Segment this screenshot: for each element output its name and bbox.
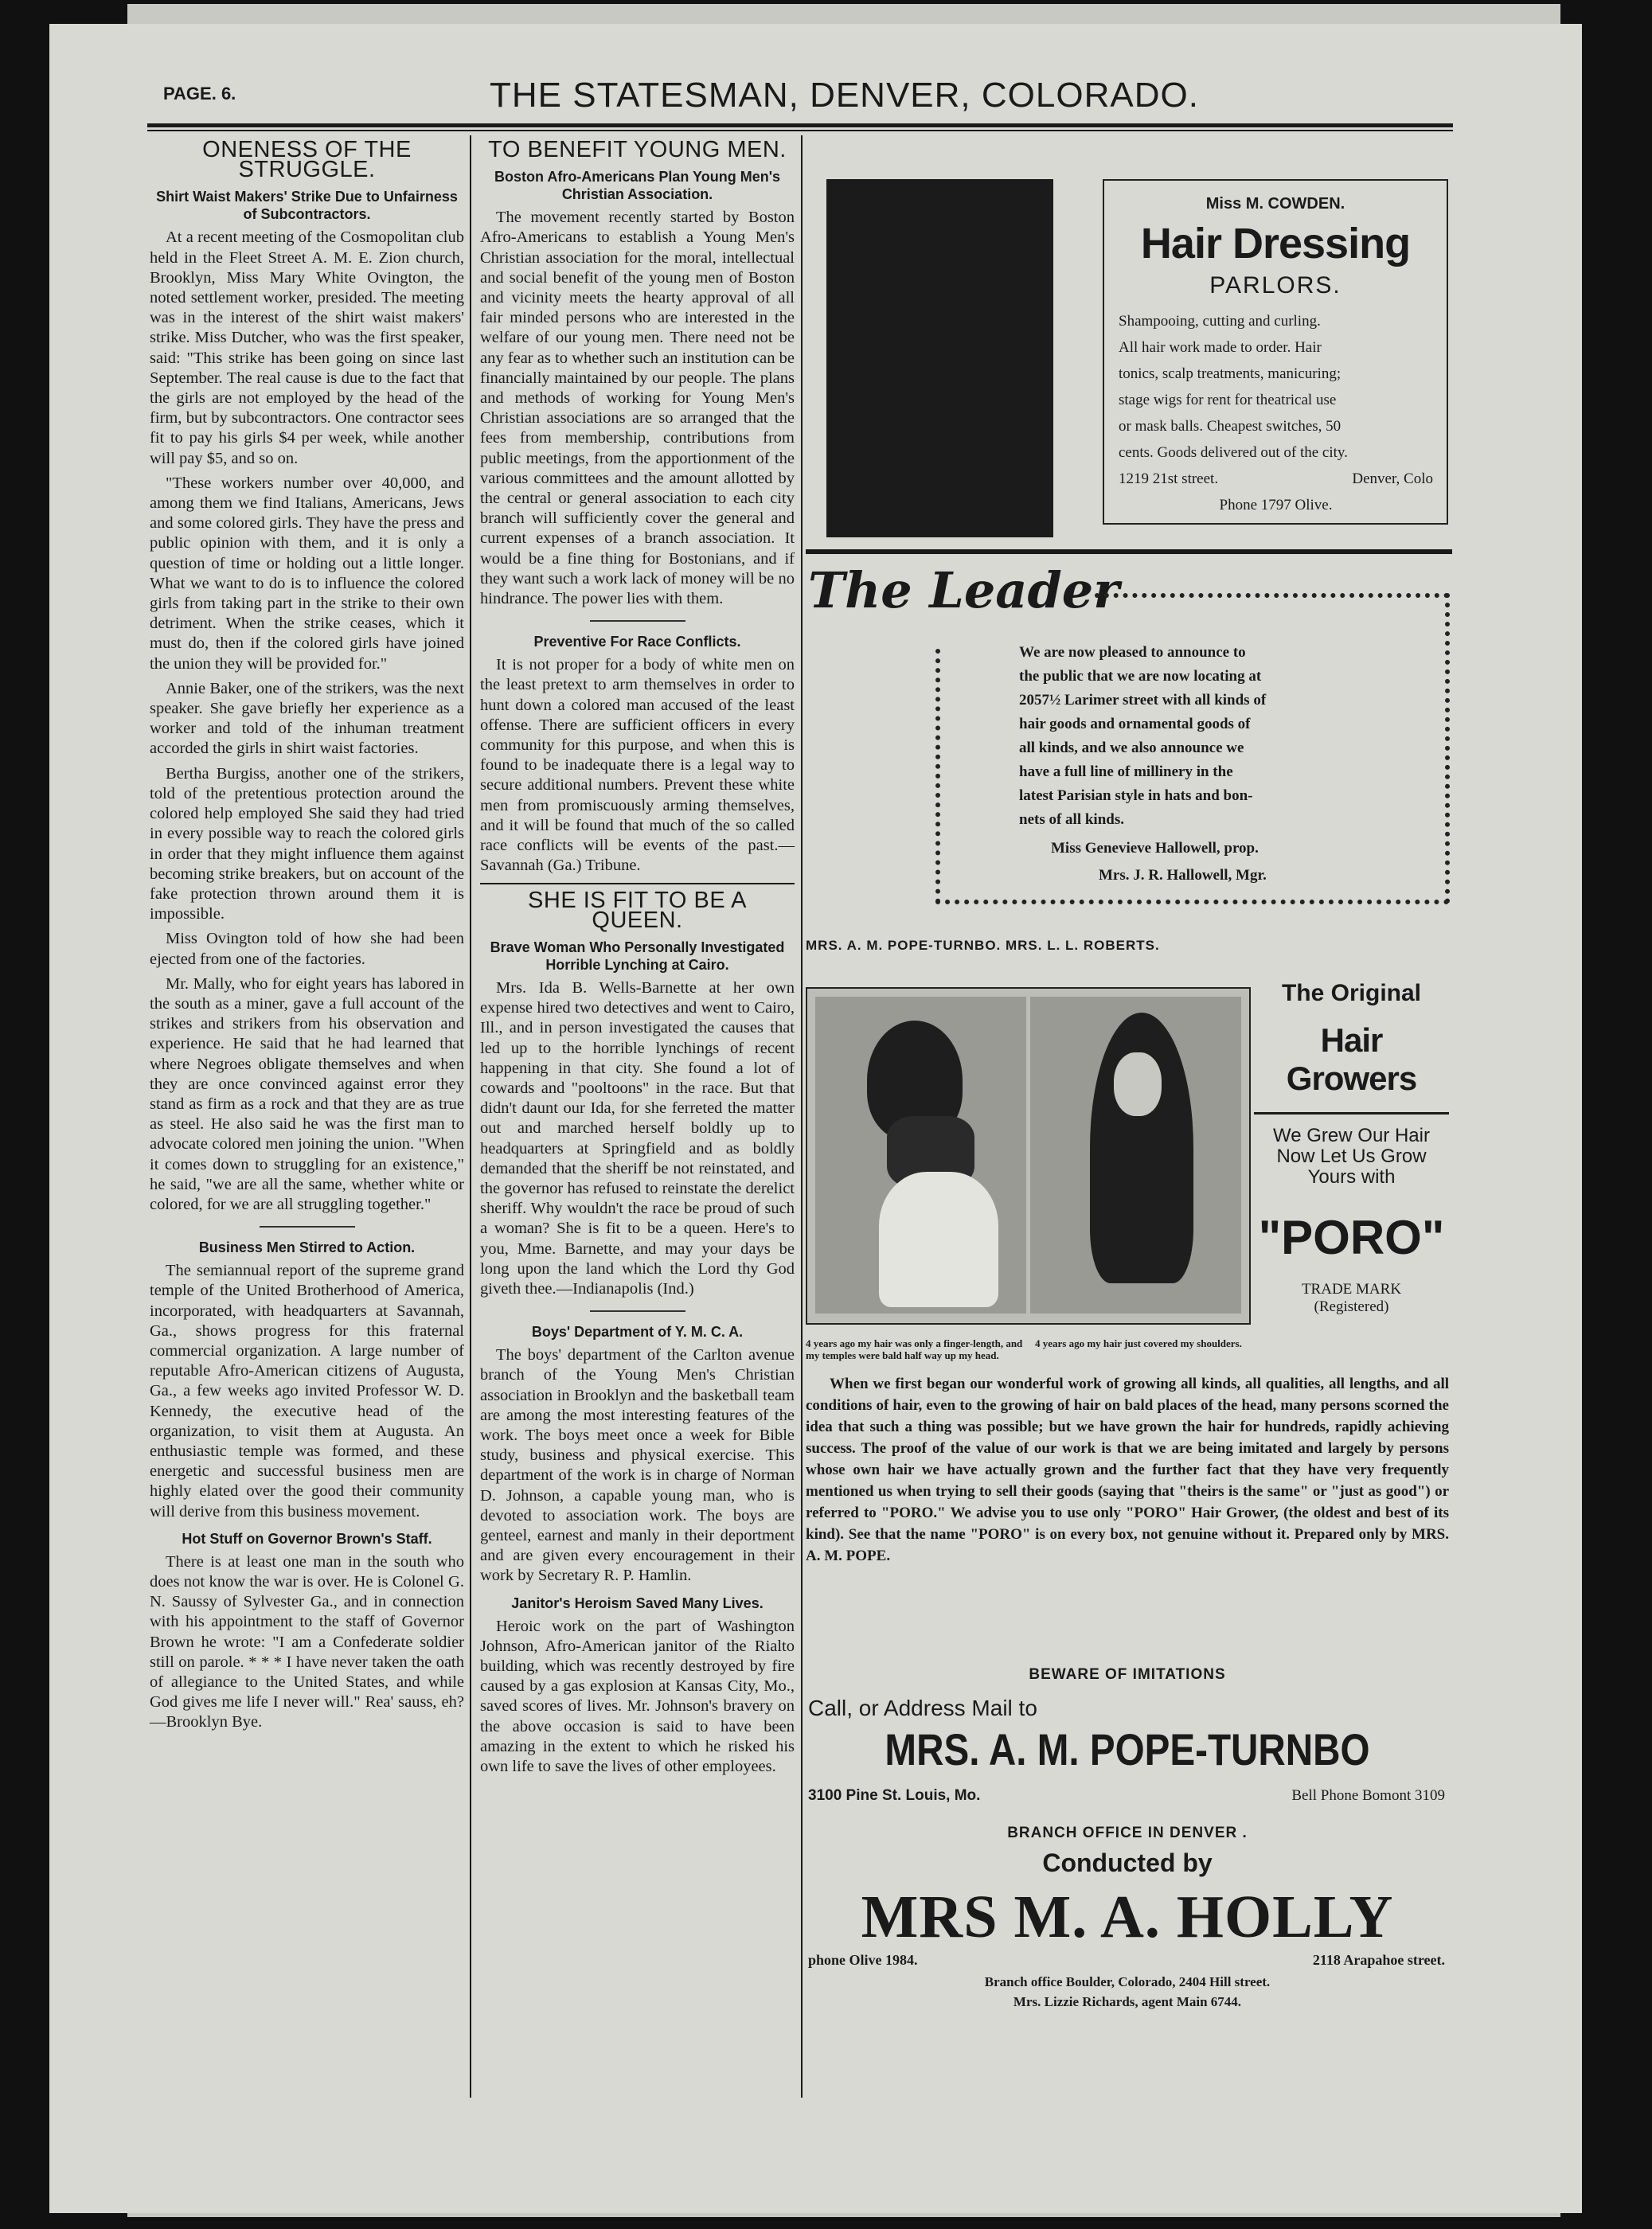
poro-grew-line: Now Let Us Grow	[1276, 1146, 1427, 1167]
poro-phone-row	[808, 1952, 1445, 1969]
cowden-line: tonics, scalp treatments, manicuring;	[1119, 365, 1342, 382]
poro-growers: Hair Growers	[1286, 1021, 1417, 1097]
leader-prop: Miss Genevieve Hallowell, prop.	[1051, 840, 1259, 857]
leader-line: the public that we are now locating at	[1019, 668, 1262, 685]
leader-line: hair goods and ornamental goods of	[1019, 716, 1251, 732]
face	[1114, 1052, 1162, 1116]
headline-benefit: TO BENEFIT YOUNG MEN.	[488, 137, 787, 162]
subhead-boys-dept: Boys' Department of Y. M. C. A.	[531, 1324, 744, 1341]
paragraph: It is not proper for a body of white men on the least pretext to arm themselves in order to hunt down a colored man accused of the least offense. There are sufficient officers in every community for this purpose, and when this is found to be inadequate there is a legal way to secure additional numbers. Prevent these white men from promiscuously arming themselves, and it will be found that much of the so called race conflicts will be events of the past.—Savannah (Ga.) Tribune.	[480, 656, 795, 875]
separator	[590, 1310, 685, 1312]
paragraph: Mr. Mally, who for eight years has labored in the south as a miner, gave a full account of the strikes and strikers from his observation and experience. He said that he had learned that where Negroes obligate themselves and when they are once convinced against error they stand as firm as a rock and that they are as true as steel. He also said he was the first man to advocate colored men joining the union. "When it comes down to struggling for an existence," he said, "we are all the same, whether white or colored, for we are all struggling together."	[150, 974, 464, 1213]
paragraph: There is at least one man in the south who does not know the war is over. He is Colonel G. N. Saussy of Sylvester Ga., and in connection with his appointment to the staff of Governor Brown he wrote: "I am a Confederate soldier still on parole. * * * I have never taken the oath of allegiance to the United States, and while God gives me life I never will." Rea' sauss, eh?—Brooklyn Bye.	[150, 1552, 464, 1731]
poro-grew-line: We Grew Our Hair	[1273, 1125, 1430, 1146]
leader-border-bottom	[935, 900, 1449, 904]
page-number: PAGE. 6.	[163, 84, 236, 103]
cowden-sub: PARLORS.	[1209, 272, 1342, 299]
paragraph: Mrs. Ida B. Wells-Barnette at her own expense hired two detectives and went to Cairo, Ill., and in person investigated the causes that led up to the horrible lynchings of recent happening in that city. She found a lot of cowards and "pooltoons" in the race. But that didn't daunt our Ida, for she ferreted the matter out and marched herself boldly up to headquarters at Springfield and as boldly demanded that the sheriff be not reinstated, and the governor has refused to reinstate the derelict sheriff. Why wouldn't the race be proud of such a woman? She is fit to be a queen. Here's to you, Mme. Barnette, and may your days be long upon the land which the Lord thy God giveth thee.—Indianapolis (Ind.)	[480, 978, 795, 1298]
headline-oneness: ONENESS OF THE STRUGGLE.	[202, 137, 412, 183]
paragraph: The semiannual report of the supreme grand temple of the United Brotherhood of America, incorporated, with headquarters at Savannah, Ga., shows progress for this fraternal commercial organization. A large number of reputable Afro-American citizens of Augusta, Ga., a few weeks ago invited Professor W. D. Kennedy, the executive head of the organization, to visit them at Augusta. An enthusiastic temple was formed, and these energetic and successful business men are highly elated over the good their community will derive from this business movement.	[150, 1262, 464, 1520]
subhead-hot-stuff: Hot Stuff on Governor Brown's Staff.	[182, 1530, 432, 1547]
column-rule-2	[801, 135, 803, 2098]
leader-border-right	[1445, 593, 1450, 904]
leader-border-top	[1095, 593, 1449, 598]
leader-line: We are now pleased to announce to	[1019, 644, 1246, 661]
separator	[590, 620, 685, 622]
column-rule-1	[470, 135, 471, 2098]
leader-border-left	[935, 649, 940, 904]
cowden-line: or mask balls. Cheapest switches, 50	[1119, 418, 1342, 435]
header-rule	[147, 123, 1453, 127]
poro-trademark: TRADE MARK	[1301, 1281, 1402, 1298]
column-1	[150, 135, 464, 1738]
caption-1: 4 years ago my hair was only a finger-length, and my temples were bald half way up my head.	[806, 1337, 1023, 1361]
cowden-line: Shampooing, cutting and curling.	[1119, 313, 1321, 330]
paragraph: Bertha Burgiss, another one of the strikers, told of the pretentious protection around the colored help employed She said they had tried in every possible way to reach the colored girls in order that they might influence them against becoming strike breakers, but on account of the fake protection thrown around them it is impossible.	[150, 764, 464, 923]
leader-line: all kinds, and we also announce we	[1019, 740, 1244, 756]
poro-boulder: Branch office Boulder, Colorado, 2404 Hill street.	[984, 1974, 1271, 1989]
separator	[480, 883, 795, 884]
poro-phone: phone Olive 1984.	[808, 1952, 918, 1968]
paragraph: "These workers number over 40,000, and among them we find Italians, Americans, Jews and some colored girls. They have the press and public opinion with them, and it is only a question of time or holding out a little longer. What we want to do is to influence the colored girls from taking part in the strike to their own detriment. When the strike ceases, which it must do, then if the colored girls have joined the union they will be provided for."	[150, 474, 464, 673]
photo-woman-2	[1030, 997, 1241, 1314]
poro-mrs-turnbo: MRS. A. M. POPE-TURNBO	[885, 1724, 1370, 1774]
poro-address: 3100 Pine St. Louis, Mo.	[808, 1787, 981, 1804]
subhead-janitor: Janitor's Heroism Saved Many Lives.	[511, 1595, 764, 1611]
cowden-phone: Phone 1797 Olive.	[1219, 497, 1333, 513]
subhead-shirt-waist: Shirt Waist Makers' Strike Due to Unfairness of Subcontractors.	[156, 189, 458, 223]
poro-body: When we first began our wonderful work of growing all kinds, all qualities, all lengths, and all conditions of hair, even to the growing of hair on bald places of the head, many persons scorned the idea that such a thing was possible; but we have grown the hair for hundreds, rapidly achieving success. The proof of the value of our work is that we are being imitated and largely by persons whose own hair we have actually grown and the further fact that they have very frequently mentioned us when trying to sell their goods (saying that "theirs is the same" or "just as good") or referred to "PORO." We advise you to use only "PORO" Hair Grower, (the oldest and best of its kind). See that the name "PORO" is on every box, not genuine without it. Prepared only by MRS. A. M. POPE.	[806, 1376, 1449, 1564]
poro-address-row	[808, 1787, 1445, 1805]
cowden-line: stage wigs for rent for theatrical use	[1119, 392, 1337, 408]
leader-line: 2057½ Larimer street with all kinds of	[1019, 692, 1267, 709]
cowden-city: Denver, Colo	[1352, 470, 1433, 487]
ad-cowden	[1103, 179, 1448, 525]
poro-branch: BRANCH OFFICE IN DENVER .	[1007, 1825, 1248, 1841]
cowden-lines	[1119, 308, 1433, 518]
leader-mgr: Mrs. J. R. Hallowell, Mgr.	[1099, 867, 1267, 884]
poro-brand: "PORO"	[1258, 1211, 1445, 1264]
poro-call: Call, or Address Mail to	[808, 1696, 1037, 1720]
poro-names: MRS. A. M. POPE-TURNBO. MRS. L. L. ROBERTS.	[806, 938, 1160, 953]
poro-photo-frame	[806, 987, 1251, 1325]
subhead-preventive: Preventive For Race Conflicts.	[533, 634, 741, 650]
poro-rule	[1254, 1112, 1449, 1114]
poro-bell: Bell Phone Bomont 3109	[1291, 1787, 1445, 1804]
separator	[260, 1226, 355, 1228]
cowden-line: All hair work made to order. Hair	[1119, 339, 1322, 356]
poro-original: The Original	[1281, 980, 1422, 1006]
subhead-business-men: Business Men Stirred to Action.	[198, 1239, 416, 1256]
cowden-name: Miss M. COWDEN.	[1205, 195, 1345, 213]
poro-beware: BEWARE OF IMITATIONS	[1029, 1666, 1226, 1683]
paragraph: Heroic work on the part of Washington Johnson, Afro-American janitor of the Rialto building, which was recently destroyed by fire caused by a gas explosion at Kansas City, Mo., saved scores of lives. Mr. Johnson's bravery on the above occasion is said to have been amazing in the extent to which he risked his own life to save the lives of other employees.	[480, 1617, 795, 1776]
poro-side	[1254, 975, 1449, 1316]
masthead: THE STATESMAN, DENVER, COLORADO.	[490, 76, 1199, 115]
leader-line: have a full line of millinery in the	[1019, 763, 1233, 780]
blouse	[879, 1172, 998, 1307]
paragraph: Miss Ovington told of how she had been ejected from one of the factories.	[150, 930, 464, 968]
leader-line: nets of all kinds.	[1019, 811, 1124, 828]
photo-woman-1	[815, 997, 1026, 1314]
cowden-address: 1219 21st street.	[1119, 470, 1219, 487]
poro-registered: (Registered)	[1314, 1298, 1389, 1315]
header-rule-thin	[147, 130, 1453, 131]
column-2	[480, 135, 795, 1782]
poro-holly: MRS M. A. HOLLY	[861, 1884, 1394, 1950]
poro-grew-line: Yours with	[1307, 1166, 1396, 1188]
poro-arapahoe: 2118 Arapahoe street.	[1312, 1952, 1445, 1968]
leader-line: latest Parisian style in hats and bon-	[1019, 787, 1253, 804]
poro-agent: Mrs. Lizzie Richards, agent Main 6744.	[1013, 1994, 1242, 2009]
dark-photo-block	[826, 179, 1053, 537]
page-header	[147, 76, 1453, 123]
subhead-boston: Boston Afro-Americans Plan Young Men's Christian Association.	[494, 169, 780, 203]
poro-conducted: Conducted by	[1042, 1848, 1213, 1877]
cowden-line: cents. Goods delivered out of the city.	[1119, 444, 1348, 461]
paragraph: The movement recently started by Boston Afro-Americans to establish a Young Men's Christian association for the moral, intellectual and social benefit of the young men of Boston and vicinity meets the hearty approval of all fair minded persons who are interested in the welfare of our young men. There need not be any fear as to whether such an institution can be financially maintained by our people. The plans and methods of working for Young Men's Christian associations are so arranged that the fees from membership, contributions from public meetings, from the apportionment of the various committees and the amount allotted by the central or general association to each city branch will sufficiently cover the general and current expenses of a branch association. It would be a fine thing for Bostonians, and if they want such a work lack of money will be no hindrance. The power lies with them.	[480, 209, 795, 608]
poro-grew	[1254, 1126, 1449, 1188]
headline-queen: SHE IS FIT TO BE A QUEEN.	[528, 887, 747, 933]
caption-2: 4 years ago my hair just covered my shoulders.	[1035, 1337, 1242, 1349]
subhead-brave-woman: Brave Woman Who Personally Investigated Horrible Lynching at Cairo.	[490, 939, 785, 973]
cowden-title: Hair Dressing	[1140, 220, 1411, 267]
paragraph: Annie Baker, one of the strikers, was the next speaker. She gave briefly her experience as a worker and told of the inhuman treatment accorded the girls in shirt waist factories.	[150, 679, 464, 758]
leader-title: The Leader	[808, 561, 1119, 619]
paragraph: The boys' department of the Carlton avenue branch of the Young Men's Christian association in Brooklyn and the basketball team are among the most interesting features of the work. The boys meet once a week for Bible study, business and physical exercise. This department of the work is in charge of Norman D. Johnson, a capable young man, who is devoted to association work. The boys are genteel, earnest and manly in their deportment and are given every encouragement in their work by Secretary R. P. Hamlin.	[480, 1346, 795, 1585]
paragraph: At a recent meeting of the Cosmopolitan club held in the Fleet Street A. M. E. Zion church, Brooklyn, Miss Mary White Ovington, the noted settlement worker, presided. The meeting was in the interest of the shirt waist makers' strike. Miss Dutcher, who was the first speaker, said: "This strike has been going on since last September. The real cause is due to the fact that the girls are not employed by the head of the firm, but by subcontractors. One contractor sees fit to pay his girls $4 per week, while another will pay $5, and so on.	[150, 228, 464, 467]
leader-top-rule	[806, 549, 1452, 554]
leader-lines	[1019, 641, 1369, 888]
cowden-address-row	[1119, 466, 1433, 492]
ad-leader	[808, 561, 1453, 923]
